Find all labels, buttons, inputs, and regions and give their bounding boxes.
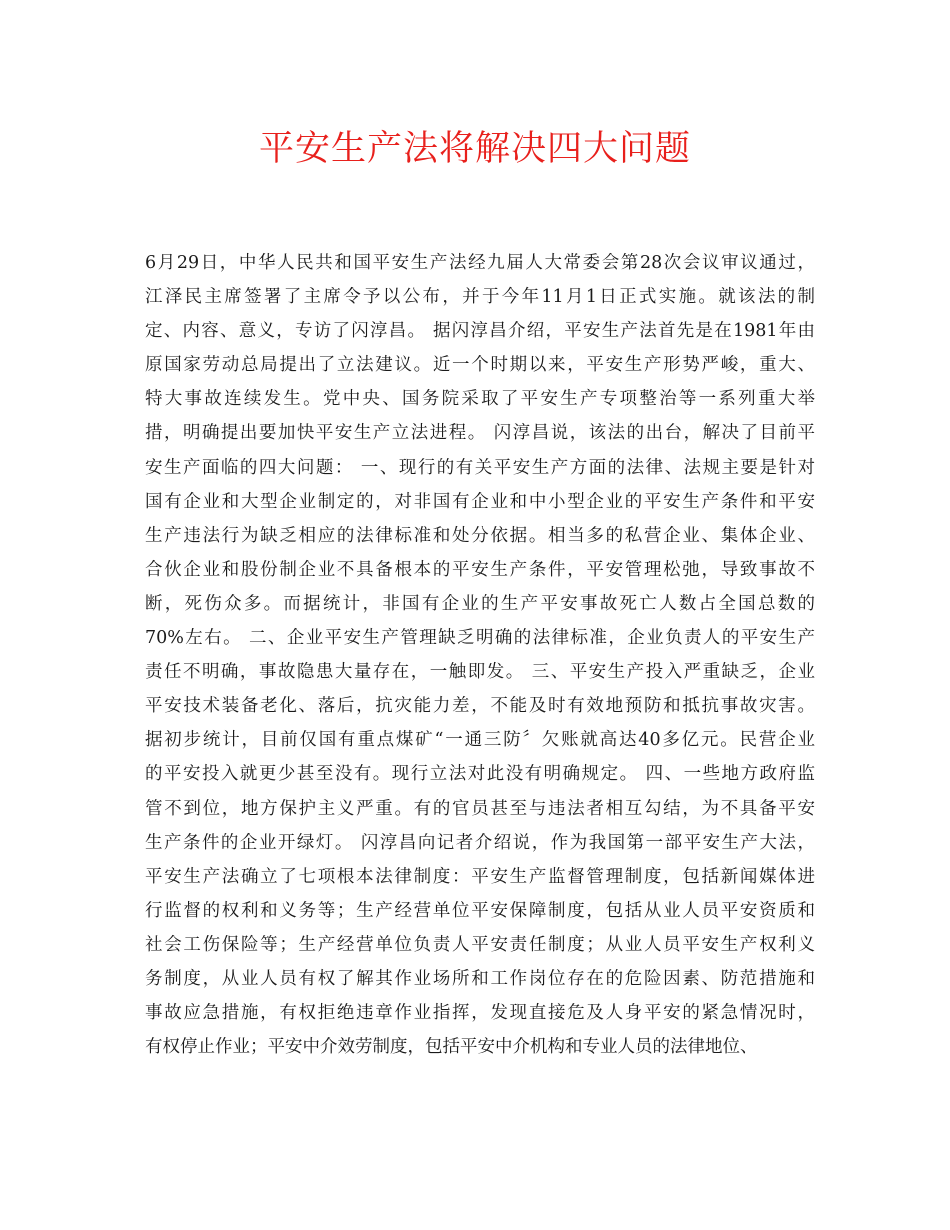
body-text-line: 原国家劳动总局提出了立法建议。近一个时期以来，平安生产形势严峻，重大、 [145, 355, 815, 376]
body-text-line: 据初步统计，目前仅国有重点煤矿“一通三防〞欠账就高达40多亿元。民营企业 [145, 730, 815, 751]
body-text-line: 平安技术装备老化、落后，抗灾能力差，不能及时有效地预防和抵抗事故灾害。 [145, 696, 815, 717]
body-text-line: 特大事故连续发生。党中央、国务院采取了平安生产专项整治等一系列重大举 [145, 389, 815, 410]
body-text-line: 6月29日，中华人民共和国平安生产法经九届人大常委会第28次会议审议通过， [145, 253, 815, 273]
body-text-line: 事故应急措施，有权拒绝违章作业指挥，发现直接危及人身平安的紧急情况时， [145, 1003, 815, 1024]
body-text-line: 务制度，从业人员有权了解其作业场所和工作岗位存在的危险因素、防范措施和 [145, 968, 815, 989]
body-text-line: 社会工伤保险等；生产经营单位负责人平安责任制度；从业人员平安生产权利义 [145, 934, 815, 955]
body-text-line: 有权停止作业；平安中介效劳制度，包括平安中介机构和专业人员的法律地位、 [145, 1037, 758, 1058]
body-text-line: 责任不明确，事故隐患大量存在，一触即发。 三、平安生产投入严重缺乏，企业 [145, 662, 815, 683]
document-body [145, 246, 815, 1064]
body-text-line: 生产违法行为缺乏相应的法律标准和处分依据。相当多的私营企业、集体企业、 [145, 525, 815, 546]
body-text-line: 安生产面临的四大问题： 一、现行的有关平安生产方面的法律、法规主要是针对 [145, 457, 815, 478]
body-text-line: 断，死伤众多。而据统计，非国有企业的生产平安事故死亡人数占全国总数的 [145, 593, 815, 614]
body-text-line: 平安生产法确立了七项根本法律制度：平安生产监督管理制度，包括新闻媒体进 [145, 866, 815, 887]
body-text-line: 管不到位，地方保护主义严重。有的官员甚至与违法者相互勾结，为不具备平安 [145, 798, 815, 819]
body-text-line: 定、内容、意义，专访了闪淳昌。 据闪淳昌介绍，平安生产法首先是在1981年由 [145, 321, 815, 342]
body-text-line: 国有企业和大型企业制定的，对非国有企业和中小型企业的平安生产条件和平安 [145, 491, 815, 512]
document-title: 平安生产法将解决四大问题 [258, 129, 691, 169]
body-text-line: 措，明确提出要加快平安生产立法进程。 闪淳昌说，该法的出台，解决了目前平 [145, 423, 815, 444]
body-text-line: 70%左右。 二、企业平安生产管理缺乏明确的法律标准，企业负责人的平安生产 [145, 628, 815, 649]
body-text-line: 江泽民主席签署了主席令予以公布，并于今年11月1日正式实施。就该法的制 [145, 287, 815, 308]
body-text-line: 合伙企业和股份制企业不具备根本的平安生产条件，平安管理松弛，导致事故不 [145, 559, 815, 580]
body-text-line: 的平安投入就更少甚至没有。现行立法对此没有明确规定。 四、一些地方政府监 [145, 764, 815, 785]
body-text-line: 行监督的权利和义务等；生产经营单位平安保障制度，包括从业人员平安资质和 [145, 900, 815, 921]
body-text-line: 生产条件的企业开绿灯。 闪淳昌向记者介绍说，作为我国第一部平安生产大法， [145, 832, 815, 853]
